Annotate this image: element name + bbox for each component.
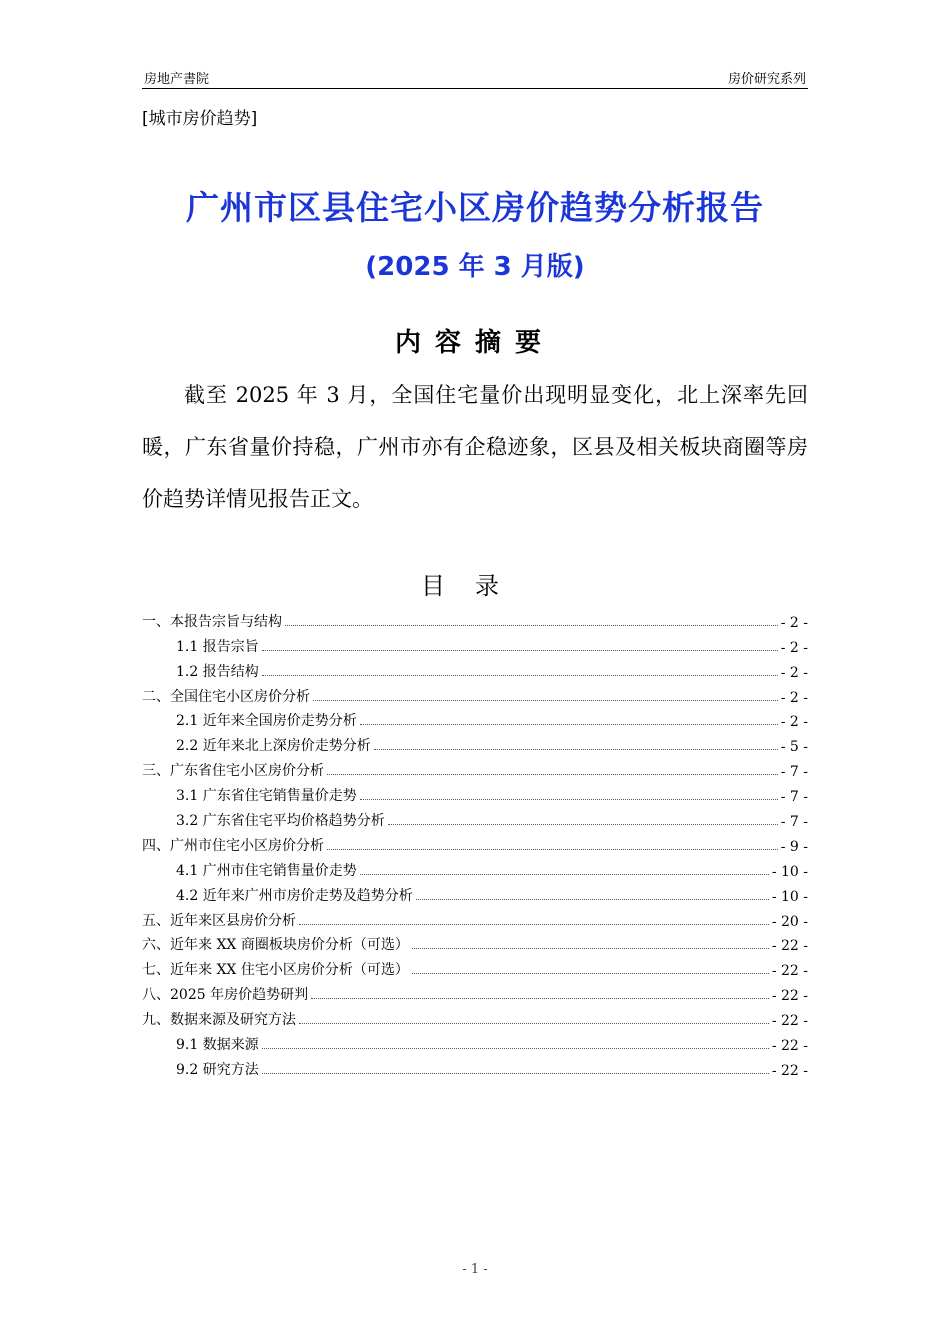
toc-leader-dots [360,724,778,725]
toc-entry-page: - 2 - [780,614,808,631]
toc-entry-page: - 2 - [780,714,808,731]
toc-entry-page: - 10 - [771,863,808,880]
toc-entry[interactable] [142,1004,808,1029]
toc-leader-dots [299,1023,769,1024]
toc-entry-label: 六、近年来 XX 商圈板块房价分析（可选） [142,937,409,954]
toc-entry[interactable] [142,730,808,755]
toc-entry-label: 一、本报告宗旨与结构 [142,613,282,630]
toc-entry-page: - 10 - [771,888,808,905]
abstract-body: 截至 2025 年 3 月，全国住宅量价出现明显变化，北上深率先回暖，广东省量价持稳，广州市亦有企稳迹象，区县及相关板块商圈等房价趋势详情见报告正文。 [142,383,808,511]
toc-entry-page: - 9 - [780,838,808,855]
toc-entry-page: - 7 - [780,789,808,806]
toc-entry-label: 4.2 近年来广州市房价走势及趋势分析 [176,887,413,904]
toc-leader-dots [311,998,769,999]
toc-entry-page: - 22 - [771,1013,808,1030]
toc-leader-dots [285,625,778,626]
toc-entry[interactable] [142,805,808,830]
toc-entry-label: 1.1 报告宗旨 [176,638,259,655]
page-number: - 1 - [462,1262,488,1277]
toc-entry[interactable] [142,954,808,979]
toc-entry-label: 2.2 近年来北上深房价走势分析 [176,738,371,755]
toc-leader-dots [412,948,769,949]
toc-entry-label: 五、近年来区县房价分析 [142,912,296,929]
toc-entry-label: 3.1 广东省住宅销售量价走势 [176,788,357,805]
toc-entry-page: - 2 - [780,689,808,706]
toc-entry-page: - 20 - [771,913,808,930]
toc-entry-page: - 2 - [780,639,808,656]
toc-heading: 目录 [421,572,529,600]
toc-entry[interactable] [142,1054,808,1079]
toc-leader-dots [360,874,769,875]
toc-leader-dots [327,849,778,850]
toc-leader-dots [262,1073,769,1074]
toc-entry[interactable] [142,631,808,656]
abstract-heading: 内容摘要 [394,328,555,358]
toc-entry[interactable] [142,930,808,955]
toc-entry-label: 四、广州市住宅小区房价分析 [142,837,324,854]
toc-entry-label: 2.1 近年来全国房价走势分析 [176,713,357,730]
toc-entry-page: - 22 - [771,1038,808,1055]
toc-entry-page: - 2 - [780,664,808,681]
toc-leader-dots [262,1048,769,1049]
toc-entry-label: 七、近年来 XX 住宅小区房价分析（可选） [142,962,409,979]
toc-entry-label: 八、2025 年房价趋势研判 [142,987,309,1004]
toc-leader-dots [412,973,769,974]
toc-leader-dots [388,824,778,825]
toc-entry[interactable] [142,880,808,905]
toc-leader-dots [327,774,778,775]
toc-entry[interactable] [142,755,808,780]
toc-entry[interactable] [142,905,808,930]
toc-leader-dots [416,899,769,900]
toc-entry-label: 1.2 报告结构 [176,663,259,680]
toc-entry-page: - 22 - [771,988,808,1005]
toc-entry-label: 九、数据来源及研究方法 [142,1012,296,1029]
toc-entry-page: - 5 - [780,739,808,756]
toc-entry-page: - 22 - [771,1062,808,1079]
header-left-text: 房地产書院 [144,72,210,87]
toc-leader-dots [374,749,778,750]
toc-entry[interactable] [142,780,808,805]
toc-entry[interactable] [142,706,808,731]
toc-entry-label: 三、广东省住宅小区房价分析 [142,763,324,780]
page-header [142,66,808,89]
toc-entry[interactable] [142,606,808,631]
toc-entry[interactable] [142,855,808,880]
toc-entry[interactable] [142,1029,808,1054]
toc-entry-label: 3.2 广东省住宅平均价格趋势分析 [176,813,385,830]
toc-entry[interactable] [142,681,808,706]
toc-leader-dots [299,924,769,925]
toc-entry[interactable] [142,979,808,1004]
toc-entry[interactable] [142,656,808,681]
report-subtitle: (2025 年 3 月版) [365,252,585,282]
report-title: 广州市区县住宅小区房价趋势分析报告 [186,188,764,227]
toc-leader-dots [360,799,778,800]
toc-leader-dots [262,650,778,651]
toc-entry-page: - 7 - [780,764,808,781]
toc-leader-dots [262,675,778,676]
header-right-text: 房价研究系列 [727,72,806,87]
table-of-contents [142,606,808,1079]
toc-entry-page: - 7 - [780,814,808,831]
toc-entry-label: 4.1 广州市住宅销售量价走势 [176,862,357,879]
toc-entry-label: 9.1 数据来源 [176,1037,259,1054]
category-label: [城市房价趋势] [142,109,258,129]
toc-entry-page: - 22 - [771,938,808,955]
toc-entry[interactable] [142,830,808,855]
toc-entry-label: 9.2 研究方法 [176,1061,259,1078]
toc-entry-page: - 22 - [771,963,808,980]
toc-entry-label: 二、全国住宅小区房价分析 [142,688,310,705]
toc-leader-dots [313,700,778,701]
